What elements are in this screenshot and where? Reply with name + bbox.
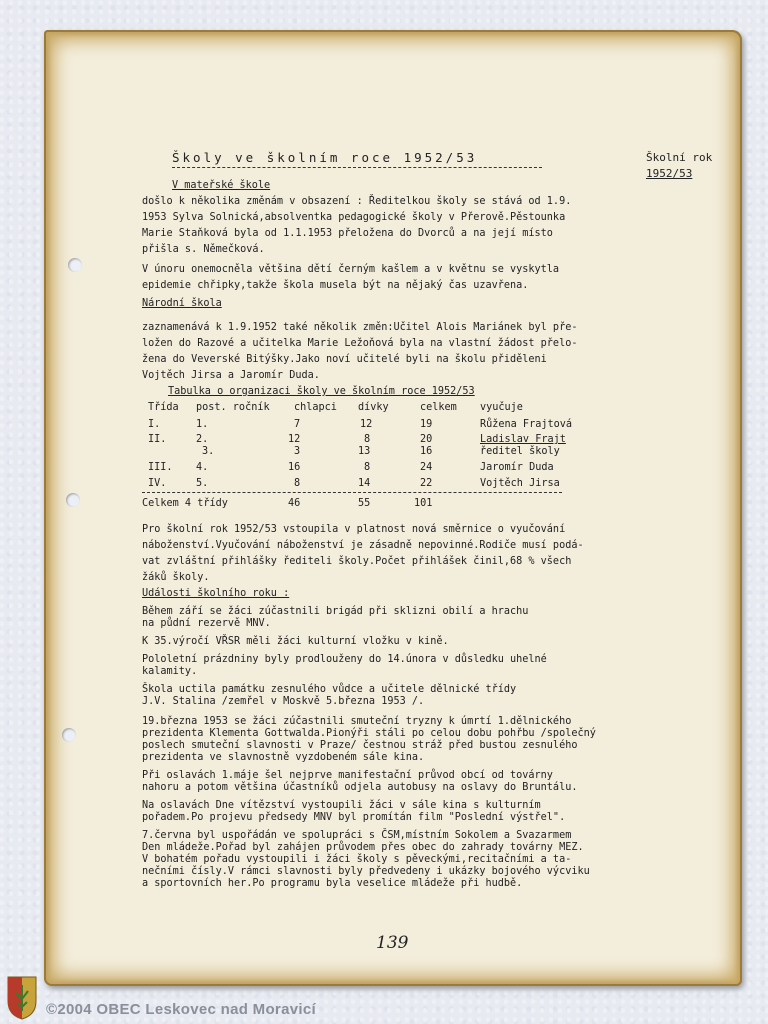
table-row: [142, 460, 582, 474]
table-cell: III.: [148, 462, 173, 473]
table-row: [142, 444, 582, 458]
table-cell: 12: [360, 419, 373, 430]
table-cell: 4.: [196, 462, 209, 473]
table-cell: ředitel školy: [480, 446, 560, 457]
table-cell: 20: [420, 434, 433, 445]
table-cell: 22: [420, 478, 433, 489]
table-header: post. ročník: [196, 402, 270, 413]
margin-note-line: Školní rok: [646, 151, 713, 164]
table-cell: Růžena Frajtová: [480, 419, 573, 430]
document-title: Školy ve školním roce 1952/53: [172, 150, 478, 165]
margin-note: [646, 150, 736, 182]
table-cell: 12: [288, 434, 301, 445]
paragraph-line: poslech smuteční slavnosti v Praze/ čestnou stráž před bustou zesnulého: [142, 740, 578, 751]
paragraph-line: Marie Staňková byla od 1.1.1953 přeložena do Dvorců a na její místo: [142, 228, 553, 239]
paragraph-line: žáků školy.: [142, 572, 210, 583]
table-cell: 7: [294, 419, 301, 430]
paragraph-line: pořadem.Po projevu předsedy MNV byl promítán film "Poslední výstřel".: [142, 812, 566, 823]
page-number: 139: [376, 933, 409, 953]
table-cell: 3: [294, 446, 301, 457]
paragraph-line: došlo k několika změnám v obsazení : Ředitelkou školy se stává od 1.9.: [142, 196, 572, 207]
paragraph-line: Vojtěch Jirsa a Jaromír Duda.: [142, 370, 320, 381]
paragraph-line: ložen do Razové a učitelka Marie Ležoňová byla na vlastní žádost přelo-: [142, 338, 578, 349]
paragraph-line: nečními čísly.V rámci slavnosti byly předvedeny i ukázky bojového výcviku: [142, 866, 590, 877]
title-underline: [172, 167, 542, 168]
paragraph-line: prezidenta Klementa Gottwalda.Pionýři stáli po celou dobu pohřbu /společný: [142, 728, 596, 739]
table-header: vyučuje: [480, 402, 523, 413]
table-total-cell: 46: [288, 498, 301, 509]
table-cell: IV.: [148, 478, 167, 489]
section-heading: V mateřské škole: [172, 180, 271, 191]
paragraph-line: Pololetní prázdniny byly prodlouženy do 14.února v důsledku uhelné: [142, 654, 547, 665]
table-cell: Ladislav Frajt: [480, 434, 566, 445]
table-header: chlapci: [294, 402, 337, 413]
paragraph-line: V bohatém pořadu vystoupili i žáci školy s pěveckými,recitačními a ta-: [142, 854, 572, 865]
table-cell: II.: [148, 434, 167, 445]
table-divider: [142, 492, 562, 493]
table-header-row: [142, 400, 582, 414]
table-header: dívky: [358, 402, 389, 413]
paragraph-line: Den mládeže.Pořad byl zahájen průvodem přes obec do zahrady továrny MEZ.: [142, 842, 584, 853]
copyright-footer: ©2004 OBEC Leskovec nad Moravicí: [46, 1001, 316, 1018]
paragraph-line: vat zvláštní přihlášky řediteli školy.Počet přihlášek činil,68 % všech: [142, 556, 572, 567]
paragraph-line: a sportovních her.Po programu byla veselice mládeže při hudbě.: [142, 878, 523, 889]
table-cell: 13: [358, 446, 371, 457]
paragraph-line: Na oslavách Dne vítězství vystoupili žáci v sále kina s kulturním: [142, 800, 541, 811]
punch-hole: [62, 728, 76, 742]
paragraph-line: Škola uctila památku zesnulého vůdce a učitele dělnické třídy: [142, 684, 517, 695]
table-cell: 16: [288, 462, 301, 473]
paragraph-line: V únoru onemocněla většina dětí černým kašlem a v květnu se vyskytla: [142, 264, 560, 275]
table-cell: 8: [364, 434, 371, 445]
paragraph-line: zaznamenává k 1.9.1952 také několik změn:Učitel Alois Mariánek byl pře-: [142, 322, 578, 333]
table-cell: 14: [358, 478, 371, 489]
paragraph-line: Během září se žáci zúčastnili brigád při sklizni obilí a hrachu: [142, 606, 529, 617]
table-row: [142, 417, 582, 431]
table-caption: Tabulka o organizaci školy ve školním roce 1952/53: [168, 386, 475, 397]
punch-hole: [66, 493, 80, 507]
paragraph-line: epidemie chřipky,takže škola musela být na nějaký čas uzavřena.: [142, 280, 529, 291]
paragraph-line: žena do Veverské Bitýšky.Jako noví učitelé byli na školu přiděleni: [142, 354, 547, 365]
table-cell: Jaromír Duda: [480, 462, 554, 473]
paragraph-line: náboženství.Vyučování náboženství je zásadně nepovinné.Rodiče musí podá-: [142, 540, 584, 551]
table-cell: 1.: [196, 419, 209, 430]
paragraph-line: na půdní rezervě MNV.: [142, 618, 271, 629]
paragraph-line: přišla s. Němečková.: [142, 244, 265, 255]
table-cell: 8: [294, 478, 301, 489]
paragraph-line: Při oslavách 1.máje šel nejprve manifestační průvod obcí od továrny: [142, 770, 553, 781]
margin-note-line: 1952/53: [646, 167, 693, 180]
table-header: Třída: [148, 402, 179, 413]
paragraph-line: 1953 Sylva Solnická,absolventka pedagogické školy v Přerově.Pěstounka: [142, 212, 566, 223]
paragraph-line: 19.března 1953 se žáci zúčastnili smuteční tryzny k úmrtí 1.dělnického: [142, 716, 572, 727]
section-heading: Národní škola: [142, 298, 222, 309]
table-total-label: Celkem 4 třídy: [142, 498, 228, 509]
punch-hole: [68, 258, 82, 272]
table-header: celkem: [420, 402, 457, 413]
table-cell: 2.: [196, 434, 209, 445]
table-cell: 8: [364, 462, 371, 473]
table-total-row: [142, 496, 582, 510]
table-cell: I.: [148, 419, 161, 430]
table-cell: 24: [420, 462, 433, 473]
paragraph-line: Pro školní rok 1952/53 vstoupila v platnost nová směrnice o vyučování: [142, 524, 566, 535]
paragraph-line: prezidenta ve slavnostně vyzdobeném sále kina.: [142, 752, 425, 763]
paragraph-line: kalamity.: [142, 666, 198, 677]
paragraph-line: 7.června byl uspořádán ve spolupráci s ČSM,místním Sokolem a Svazarmem: [142, 830, 572, 841]
table-total-cell: 55: [358, 498, 371, 509]
table-total-cell: 101: [414, 498, 433, 509]
table-cell: 5.: [196, 478, 209, 489]
table-cell: 16: [420, 446, 433, 457]
table-cell: 3.: [202, 446, 215, 457]
paragraph-line: K 35.výročí VŘSR měli žáci kulturní vložku v kině.: [142, 636, 449, 647]
paragraph-line: nahoru a potom většina účastníků odjela autobusy na oslavy do Bruntálu.: [142, 782, 578, 793]
table-cell: Vojtěch Jirsa: [480, 478, 560, 489]
municipal-coat-of-arms-icon: [6, 975, 38, 1021]
table-cell: 19: [420, 419, 433, 430]
table-row: [142, 476, 582, 490]
section-heading: Události školního roku :: [142, 588, 290, 599]
paragraph-line: J.V. Stalina /zemřel v Moskvě 5.března 1953 /.: [142, 696, 425, 707]
